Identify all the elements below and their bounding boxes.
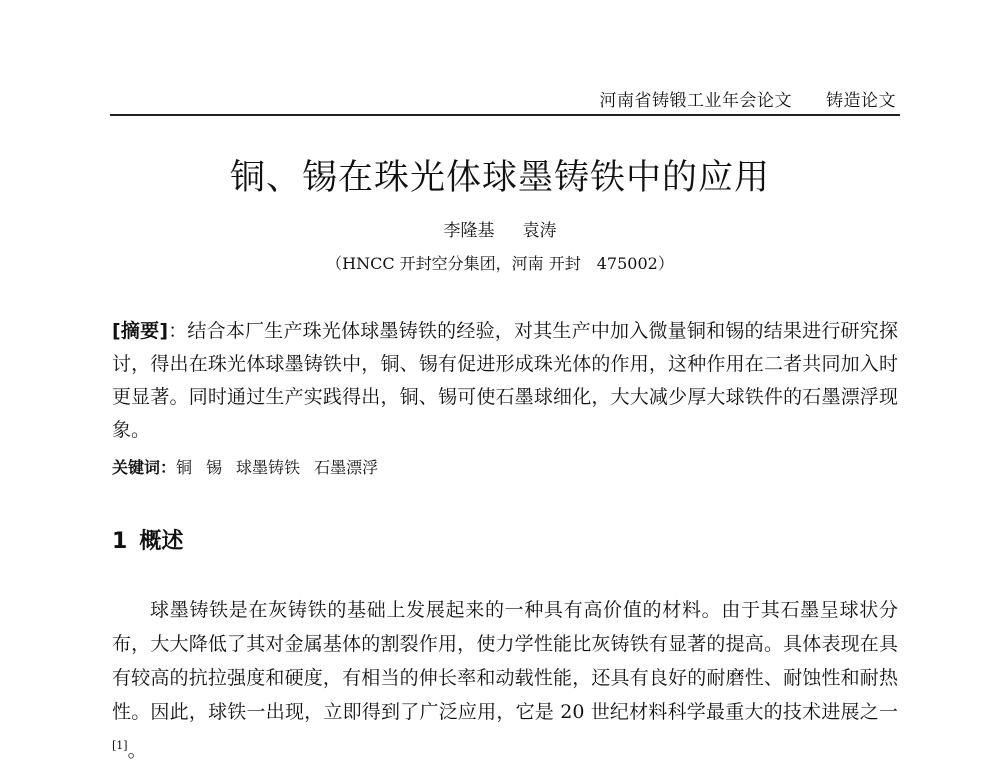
- abstract: [112, 315, 898, 447]
- keywords: [112, 455, 898, 478]
- keyword: 球墨铸铁: [236, 458, 301, 477]
- author-list: [0, 216, 1000, 241]
- body-text: 球墨铸铁是在灰铸铁的基础上发展起来的一种具有高价值的材料。由于其石墨呈球状分布，大大降低了其对金属基体的割裂作用，使力学性能比灰铸铁有显著的提高。具体表现在具有较高的抗拉强度和硬度，有相当的伸长率和动载性能，还具有良好的耐磨性、耐蚀性和耐热性。因此，球铁一出现，立即得到了广泛应用，它是 20 世纪材料科学最重大的技术进展之一: [112, 599, 898, 723]
- citation-ref[interactable]: [1]: [112, 739, 128, 752]
- body-text-end: 。: [127, 739, 147, 762]
- section-number: 1: [112, 529, 128, 554]
- body-paragraph: [112, 593, 898, 767]
- paper-title: 铜、锡在珠光体球墨铸铁中的应用: [229, 158, 770, 198]
- header-text: [600, 86, 897, 111]
- keyword: 石墨漂浮: [314, 458, 379, 477]
- keyword: 锡: [206, 458, 223, 477]
- running-header: [110, 82, 900, 116]
- abstract-text: ：结合本厂生产珠光体球墨铸铁的经验，对其生产中加入微量铜和锡的结果进行研究探讨，得出在珠光体球墨铸铁中，铜、锡有促进形成珠光体的作用，这种作用在二者共同加入时更显著。同时通过生产实践得出，铜、锡可使石墨球细化，大大减少厚大球铁件的石墨漂浮现象。: [112, 320, 898, 441]
- author-name: 袁涛: [522, 221, 557, 241]
- section-title: 概述: [139, 529, 184, 554]
- header-category: 铸造论文: [826, 91, 896, 111]
- section-heading: [112, 524, 183, 555]
- keywords-label: 关键词：: [112, 458, 177, 477]
- affiliation: （HNCC 开封空分集团，河南 开封 475002）: [326, 254, 674, 273]
- header-conference: 河南省铸锻工业年会论文: [599, 91, 792, 111]
- author-name: 李隆基: [443, 221, 495, 241]
- abstract-label: [摘要]: [112, 320, 168, 342]
- keyword: 铜: [176, 458, 193, 477]
